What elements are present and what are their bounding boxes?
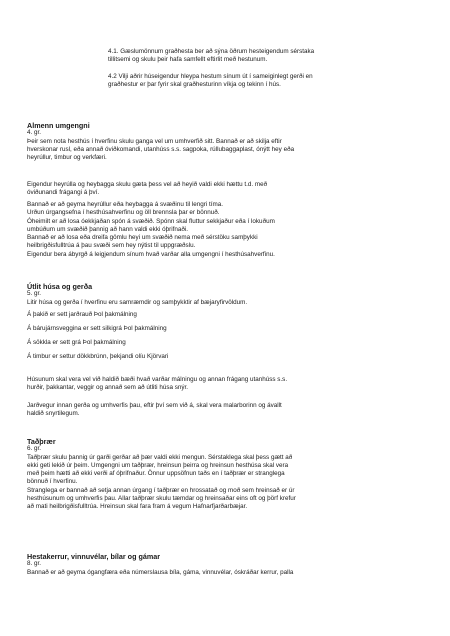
paragraph (27, 376, 427, 393)
text-line: óviðunandi frágangi á því. (27, 189, 100, 197)
text-line: hverskonar rusl, eða annað óviðkomandi, utanhúss s.s. sagpoka, rúllubaggaplast, ónýtt hey eða (27, 145, 295, 153)
text-line: Eigendur bera ábyrgð á leigjendum sínum hvað varðar alla umgengni í hesthúsahverfinu. (27, 250, 275, 258)
section-tadthraer (27, 437, 427, 512)
text-line: Óheimilt er að losa óekkjaðan spón á svæðið. Spónn skal fluttur sekkjaður eða í lokuðum (27, 217, 275, 225)
list-item: Á sökkla er sett grá Þol þakmálning (27, 339, 126, 346)
text-line: heilbrigðisfulltrúa á þau svæði sem hey nýtist til uppgræðslu. (27, 242, 196, 250)
item-4-2 (108, 73, 424, 90)
text-line: Eigendur heyrúlla og heybagga skulu gæta þess vel að heyið valdi ekki hættu t.d. með (27, 181, 268, 188)
text-line: með þeim hætti að ekki verði af óþrifnaður. Önnur uppsöfnun taðs en í taðþrær er stranglega (27, 470, 285, 478)
article-number: 8. gr. (27, 560, 42, 568)
list-item: Á timbur er settur dökkbrúnn, þekjandi olíu Kjörvari (27, 353, 169, 360)
text-line: Húsunum skal vera vel við haldið bæði hvað varðar málningu og annan frágang utanhúss s.s. (27, 376, 288, 383)
text-line: 4.2 Vilji aðrir húseigendur hleypa hestum sínum út í sameiginlegt gerði en (108, 73, 313, 80)
text-line: haldið snyrtilegum. (27, 410, 80, 418)
text-line: umbúðum um svæðið þannig að hann valdi ekki óþrifnaði. (27, 225, 189, 233)
section-heading: Taðþrær (27, 437, 56, 446)
text-line: að mati heilbrigðisfulltrúa. Hreinsun skal fara fram á vegum Hafnarfjarðarbæjar. (27, 503, 248, 511)
section-heading: Almenn umgengni (27, 121, 90, 130)
text-line: Litir húsa og gerða í hverfinu eru samræmdir og samþykktir af bæjaryfirvöldum. (27, 298, 248, 306)
text-line: Bannað er að geyma heyrúllur eða heybagga á svæðinu til lengri tíma. (27, 201, 224, 208)
text-line: 4.1. Gæslumönnum graðhesta ber að sýna öðrum hesteigendum sérstaka (108, 48, 315, 55)
text-line: Þeir sem nota hesthús í hverfinu skulu ganga vel um umhverfið sitt. Bannað er að skilja eftir (27, 137, 282, 145)
text-line: heyrúllur, timbur og verkfæri. (27, 154, 107, 162)
text-line: Taðþrær skulu þannig úr garði gerðar að þær valdi ekki mengun. Sérstaklega skal þess gætt að (27, 453, 293, 461)
item-4-1 (108, 48, 424, 65)
text-line: Urðun úrgangsefna í hesthúsahverfinu og öll brennsla þar er bönnuð. (27, 209, 220, 217)
text-line: hesthúsunum og umhverfis þau. Allar taðþrær skulu tæmdar og hreinsaðar eins oft og þörf krefur (27, 495, 296, 503)
text-line: Bannað er að geyma ógangfæra eða númerslausa bíla, gáma, vinnuvélar, óskráðar kerrur, palla (27, 568, 294, 576)
section-heading: Útlit húsa og gerða (27, 282, 93, 291)
text-line: ekki geti lekið úr þeim. Umgengni um taðþrær, hreinsun þeirra og hreinsun hesthúsa skal vera (27, 461, 289, 469)
text-line: graðhestur er þar fyrir skal graðhesturinn víkja og tekinn í hús. (108, 81, 281, 89)
section-utlit-husa (27, 282, 427, 307)
text-line: Stranglega er bannað að setja annan úrgang í taðþrær en hrossatað og moð sem hreinsað er úr (27, 486, 295, 494)
text-line: Bannað er að losa eða dreifa gömlu heyi um svæðið nema með sérstöku samþykki (27, 234, 258, 242)
article-number: 4. gr. (27, 129, 42, 137)
article-number: 5. gr. (27, 290, 42, 298)
article-number: 6. gr. (27, 445, 42, 453)
text-line: tillitsemi og skulu þeir hafa samfellt eftirlit með hestunum. (108, 56, 268, 64)
text-line: bönnuð í hverfinu. (27, 478, 78, 486)
paragraph (27, 181, 427, 198)
color-list (27, 311, 427, 367)
list-item: Á bárujárnsveggina er sett silkigrá Þol þakmálning (27, 325, 167, 332)
section-hestakerrur (27, 552, 427, 577)
section-heading: Hestakerrur, vinnuvélar, bílar og gámar (27, 552, 161, 561)
list-item: Á þakið er sett jarðrauð Þol þakmálning (27, 311, 137, 318)
text-line: Jarðvegur innan gerða og umhverfis þau, eftir því sem við á, skal vera malarborinn og ávallt (27, 402, 282, 409)
paragraph (27, 201, 427, 259)
section-almenn-umgengni (27, 121, 427, 162)
text-line: hurðir, þakkantar, veggir og annað sem að útliti húsa snýr. (27, 384, 189, 392)
paragraph (27, 402, 427, 419)
